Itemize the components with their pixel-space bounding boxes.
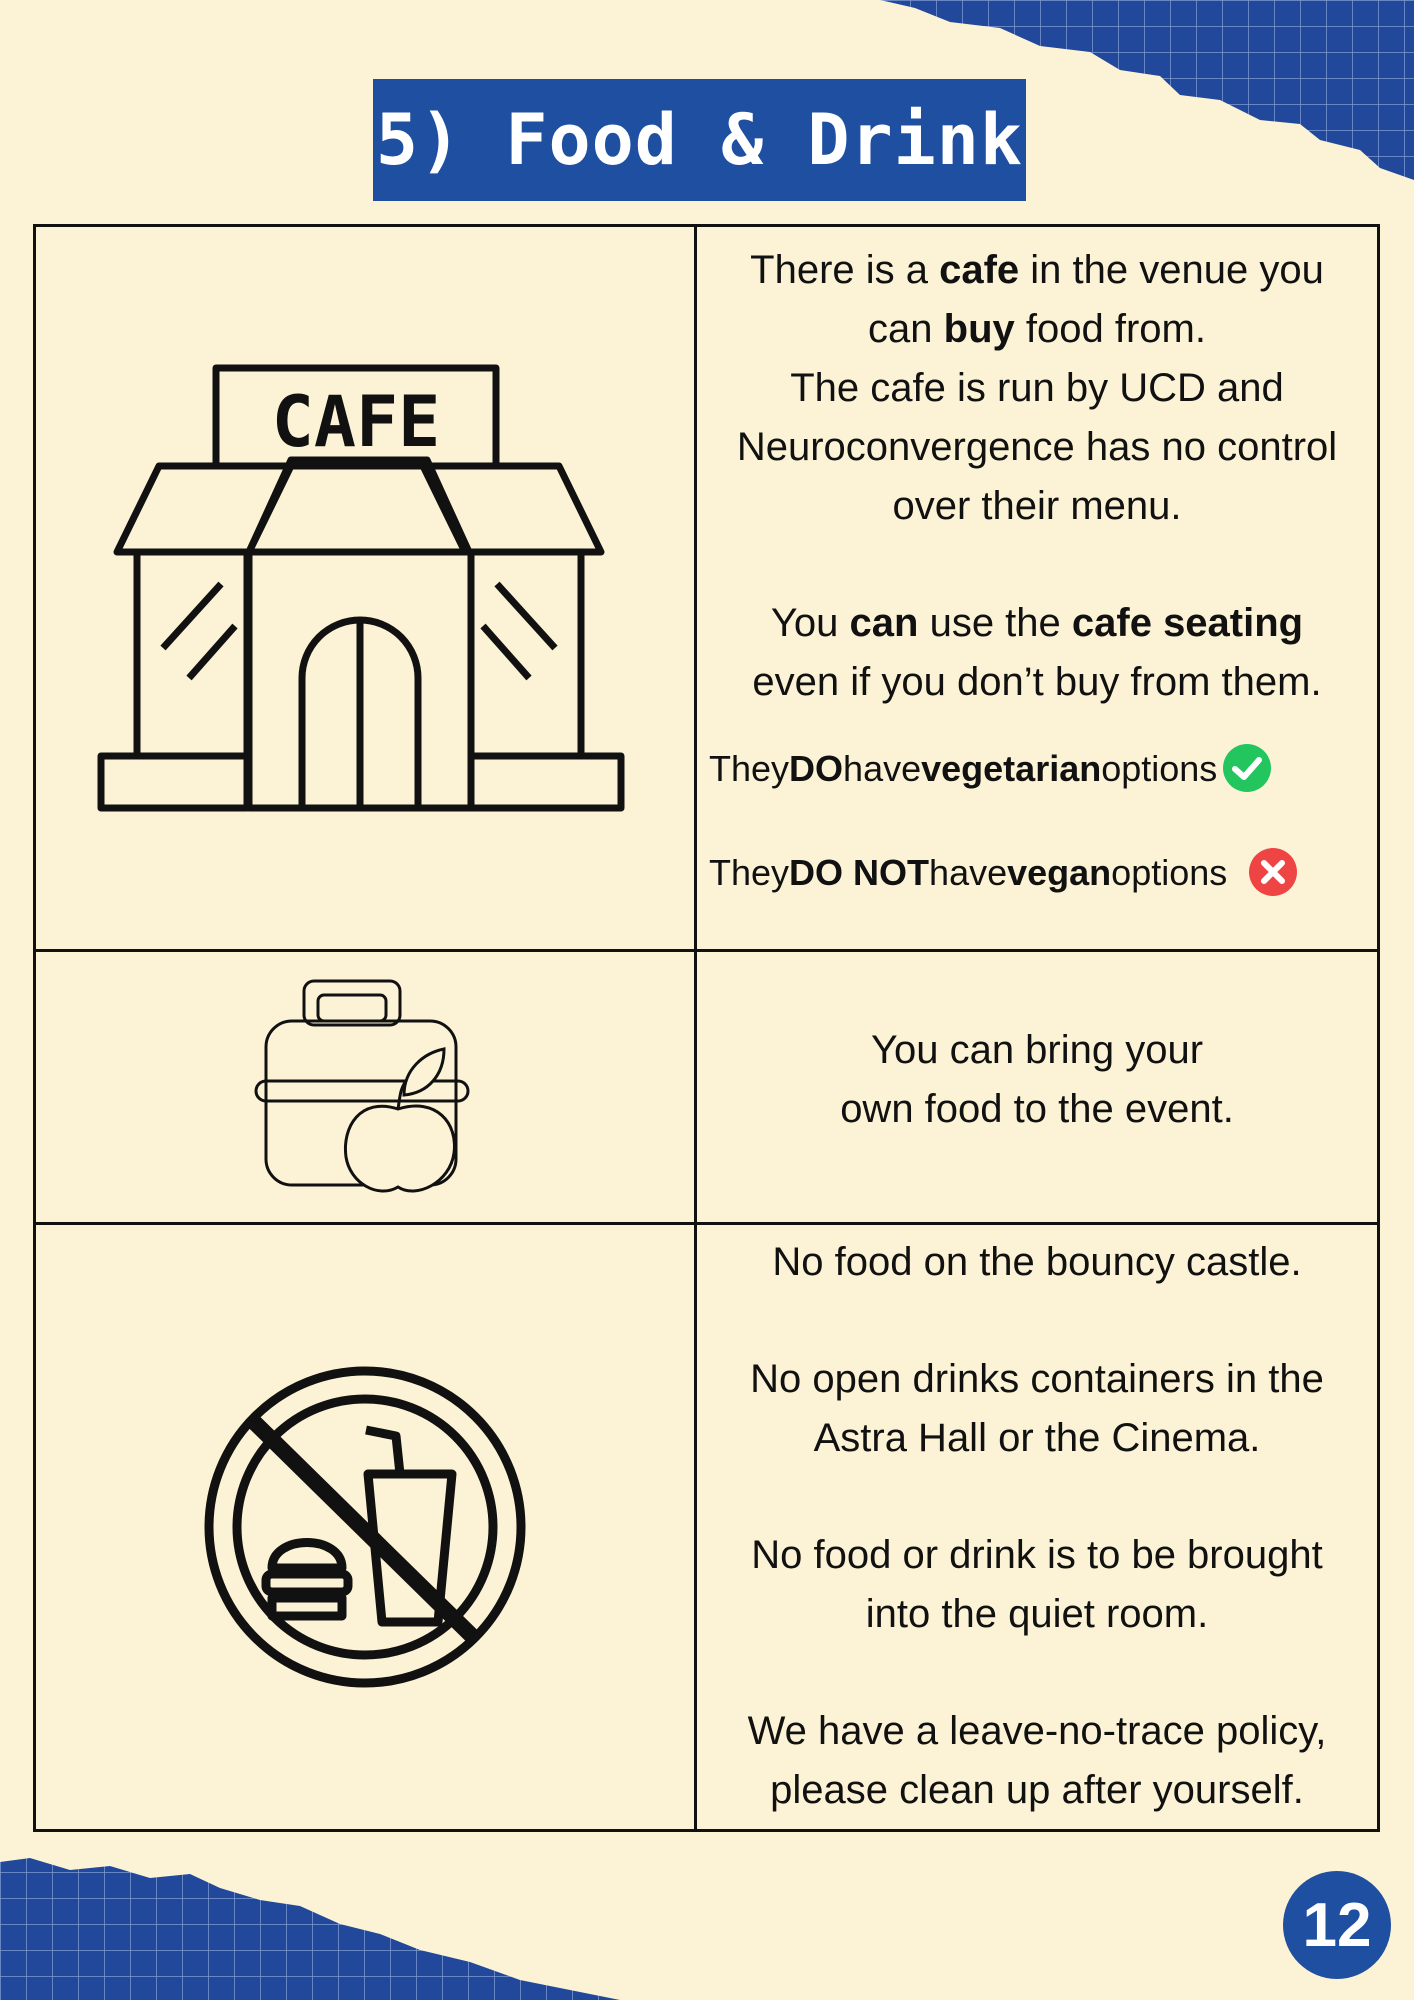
bring-food-line-2: own food to the event. <box>840 1087 1234 1131</box>
lunchbox-icon-cell <box>36 952 697 1225</box>
svg-text:CAFE: CAFE <box>271 381 441 463</box>
lunchbox-apple-icon <box>250 977 480 1197</box>
cafe-seating-line-1: You can use the cafe seating <box>770 601 1304 645</box>
rule-bouncy-castle: No food on the bouncy castle. <box>772 1240 1302 1284</box>
check-icon <box>1223 744 1271 792</box>
vegan-option: They DO NOT have vegan options <box>697 842 1377 902</box>
info-table <box>33 224 1380 1832</box>
bring-food-line-1: You can bring your <box>870 1028 1204 1072</box>
rule-drinks-line-2: Astra Hall or the Cinema. <box>813 1416 1261 1460</box>
no-food-icon-cell <box>36 1225 697 1829</box>
rule-leave-no-trace-line-1: We have a leave-no-trace policy, <box>747 1709 1327 1753</box>
cafe-line-5: over their menu. <box>892 484 1182 528</box>
rule-quiet-room-line-1: No food or drink is to be brought <box>751 1533 1323 1577</box>
rules-info <box>697 1225 1377 1829</box>
cafe-line-3: The cafe is run by UCD and <box>790 366 1284 410</box>
page-title: 5) Food & Drink <box>375 99 1024 181</box>
cafe-seating-line-2: even if you don’t buy from them. <box>752 660 1322 704</box>
cafe-building-icon <box>95 358 635 818</box>
bring-food-info <box>697 952 1377 1225</box>
cafe-line-4: Neuroconvergence has no control <box>736 425 1338 469</box>
cafe-icon-cell <box>36 227 697 952</box>
cafe-info <box>697 227 1377 952</box>
page-number: 12 <box>1283 1871 1391 1979</box>
cafe-line-2: can buy food from. <box>868 307 1206 351</box>
cross-icon <box>1249 848 1297 896</box>
vegetarian-option: They DO have vegetarian options <box>697 738 1377 798</box>
no-food-drink-icon <box>200 1362 530 1692</box>
page-title-banner <box>373 79 1026 201</box>
rule-leave-no-trace-line-2: please clean up after yourself. <box>770 1768 1304 1812</box>
cafe-line-1: There is a cafe in the venue you <box>750 248 1324 292</box>
rule-quiet-room-line-2: into the quiet room. <box>865 1592 1209 1636</box>
rule-drinks-line-1: No open drinks containers in the <box>750 1357 1324 1401</box>
